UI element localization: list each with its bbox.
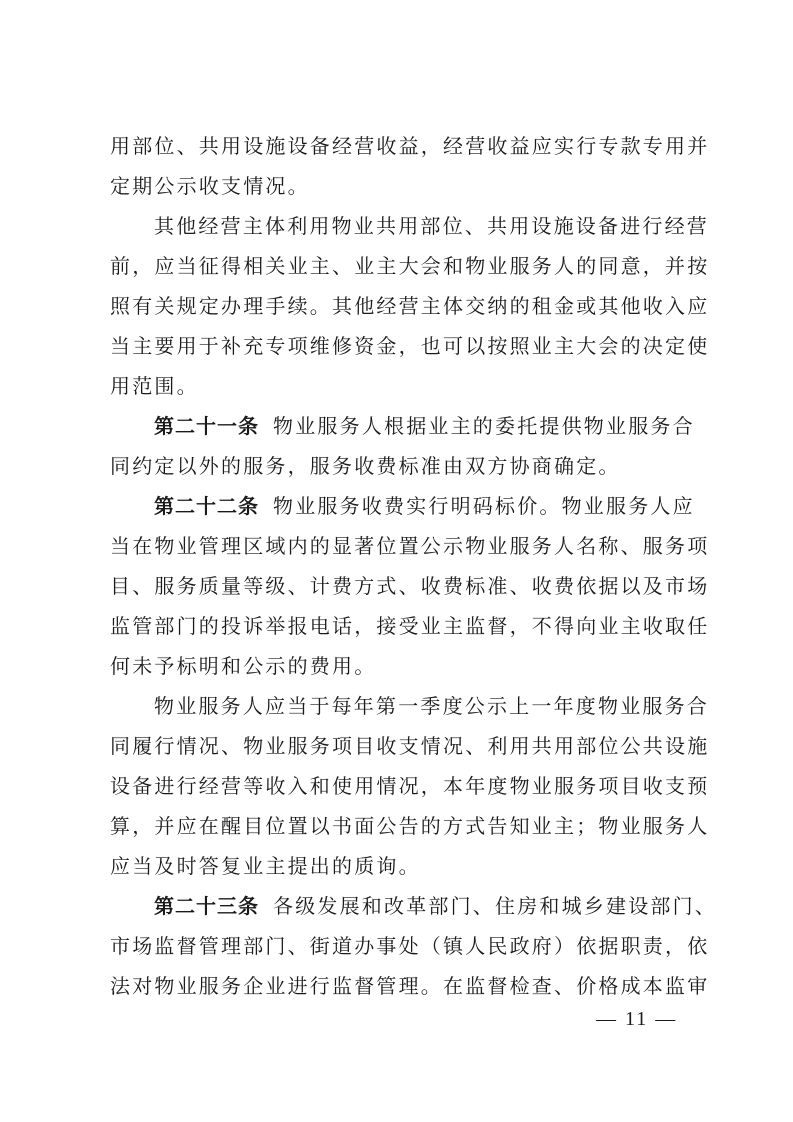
line-text: 定期公示收支情况。 xyxy=(110,174,310,198)
article-number: 第二十二条 xyxy=(154,494,259,518)
text-line xyxy=(110,126,710,166)
text-line xyxy=(110,526,710,566)
line-text: 同履行情况、物业服务项目收支情况、利用共用部位公共设施 xyxy=(110,734,710,758)
line-text: 用范围。 xyxy=(110,374,199,398)
text-line xyxy=(110,446,700,486)
line-text: 照有关规定办理手续。其他经营主体交纳的租金或其他收入应 xyxy=(110,294,710,318)
text-line xyxy=(110,366,700,406)
line-text: 算，并应在醒目位置以书面公告的方式告知业主；物业服务人 xyxy=(110,814,710,838)
line-text: 用部位、共用设施设备经营收益，经营收益应实行专款专用并 xyxy=(110,134,710,158)
text-line xyxy=(110,846,700,886)
text-line xyxy=(110,206,709,246)
line-text: 物业服务人根据业主的委托提供物业服务合 xyxy=(273,414,695,438)
text-line xyxy=(110,246,710,286)
document-body xyxy=(110,126,717,1006)
text-line xyxy=(110,566,710,606)
text-line xyxy=(110,686,709,726)
line-text: 何未予标明和公示的费用。 xyxy=(110,654,377,678)
line-text: 当在物业管理区域内的显著位置公示物业服务人名称、服务项 xyxy=(110,534,710,558)
text-line xyxy=(110,966,710,1006)
line-text: 监管部门的投诉举报电话，接受业主监督，不得向业主收取任 xyxy=(110,614,710,638)
line-text: 设备进行经营等收入和使用情况，本年度物业服务项目收支预 xyxy=(110,774,710,798)
line-text: 物业服务人应当于每年第一季度公示上一年度物业服务合 xyxy=(154,694,709,718)
text-line xyxy=(110,286,710,326)
text-line xyxy=(110,766,710,806)
page-number: — 11 — xyxy=(596,1008,678,1030)
line-text: 各级发展和改革部门、住房和城乡建设部门、 xyxy=(273,894,717,918)
text-line xyxy=(110,926,710,966)
text-line xyxy=(110,726,710,766)
line-text: 目、服务质量等级、计费方式、收费标准、收费依据以及市场 xyxy=(110,574,710,598)
line-text: 当主要用于补充专项维修资金，也可以按照业主大会的决定使 xyxy=(110,334,710,358)
article-line xyxy=(110,486,700,526)
text-line xyxy=(110,806,710,846)
line-text: 同约定以外的服务，服务收费标准由双方协商确定。 xyxy=(110,454,621,478)
article-line xyxy=(110,406,700,446)
line-text: 法对物业服务企业进行监督管理。在监督检查、价格成本监审 xyxy=(110,974,710,998)
text-line xyxy=(110,646,700,686)
text-line xyxy=(110,326,710,366)
text-line xyxy=(110,606,710,646)
line-text: 市场监督管理部门、街道办事处（镇人民政府）依据职责，依 xyxy=(110,934,710,958)
line-text: 物业服务收费实行明码标价。物业服务人应 xyxy=(273,494,695,518)
article-number: 第二十一条 xyxy=(154,414,259,438)
article-number: 第二十三条 xyxy=(154,894,259,918)
article-line xyxy=(110,886,717,926)
line-text: 应当及时答复业主提出的质询。 xyxy=(110,854,421,878)
line-text: 前，应当征得相关业主、业主大会和物业服务人的同意，并按 xyxy=(110,254,710,278)
text-line xyxy=(110,166,700,206)
line-text: 其他经营主体利用物业共用部位、共用设施设备进行经营 xyxy=(154,214,709,238)
